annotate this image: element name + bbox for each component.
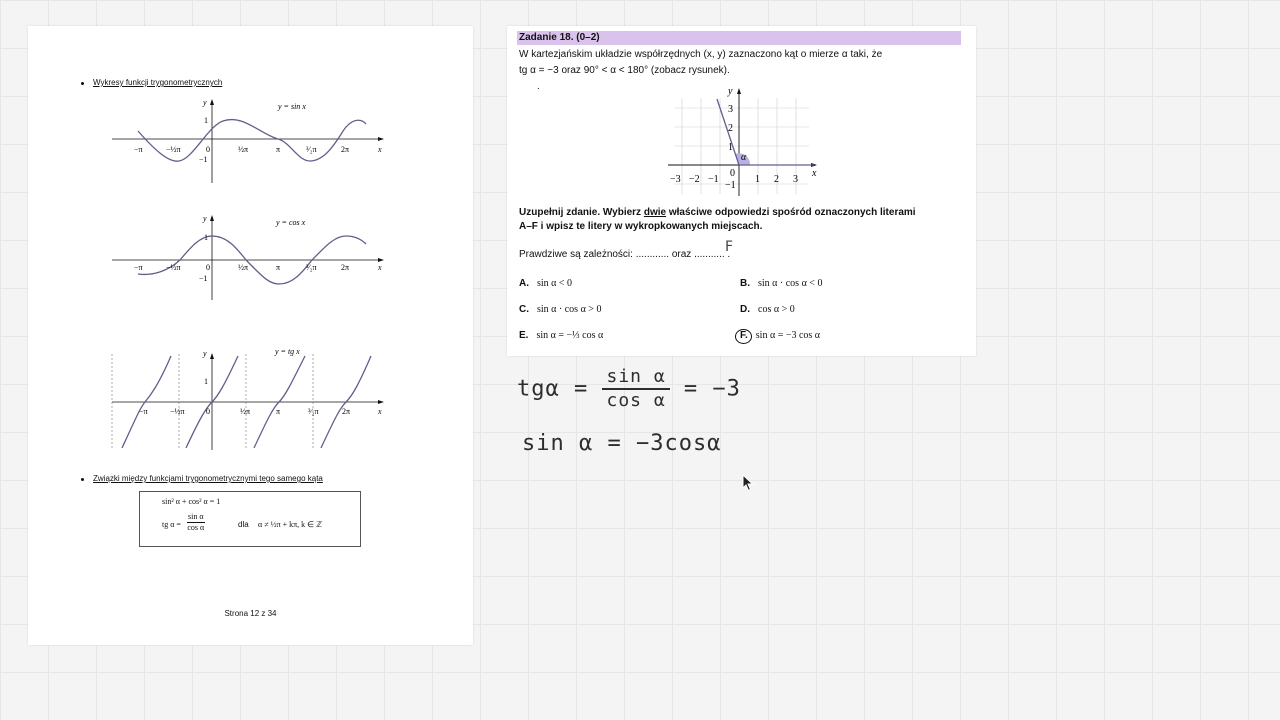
tick-two-pi: 2π bbox=[341, 145, 350, 154]
task-header: Zadanie 18. (0–2) bbox=[517, 31, 961, 45]
answer-e bbox=[519, 330, 603, 341]
answer-letter: C. bbox=[519, 304, 529, 315]
tick-three-half-pi: ³⁄₂π bbox=[306, 263, 317, 272]
bullet bbox=[81, 478, 84, 481]
tick-1: 1 bbox=[204, 377, 208, 386]
fraction-denominator: cos α bbox=[187, 523, 205, 532]
tangent-graph bbox=[112, 347, 384, 450]
trig-graphs bbox=[28, 26, 473, 466]
tick-1: 1 bbox=[204, 233, 208, 242]
tick-neg-half-pi: −½π bbox=[166, 145, 181, 154]
sin-label: y = sin x bbox=[278, 102, 306, 111]
tick-neg-1: −1 bbox=[199, 155, 208, 164]
answer-expression: sin α · cos α < 0 bbox=[758, 278, 823, 289]
y-tick: −1 bbox=[725, 180, 736, 191]
y-tick: 2 bbox=[728, 123, 733, 134]
axis-y-label: y bbox=[203, 349, 207, 358]
page-number: Strona 12 z 34 bbox=[224, 609, 277, 618]
instruction-emphasis: dwie bbox=[643, 207, 667, 218]
answer-letter: E. bbox=[519, 330, 529, 341]
alpha-label: α bbox=[741, 152, 747, 163]
x-tick: 0 bbox=[730, 168, 735, 179]
tick-pi: π bbox=[276, 145, 281, 154]
instruction-text: Uzupełnij zdanie. Wybierz bbox=[519, 207, 644, 218]
answer-expression: sin α · cos α > 0 bbox=[537, 304, 602, 315]
task-card bbox=[507, 26, 976, 356]
x-tick: −2 bbox=[689, 174, 700, 185]
dla-word: dla bbox=[238, 520, 249, 529]
cos-label: y = cos x bbox=[276, 218, 306, 227]
tick-neg-half-pi: −½π bbox=[170, 407, 185, 416]
x-tick: 2 bbox=[774, 174, 779, 185]
answer-b bbox=[740, 278, 822, 289]
tick-half-pi: ½π bbox=[240, 407, 251, 416]
tangent-fraction bbox=[187, 512, 205, 533]
tick-neg-1: −1 bbox=[199, 274, 208, 283]
fill-in-sentence bbox=[519, 249, 730, 260]
instruction-line-2: A–F i wpisz te litery w wykropkowanych miejscach. bbox=[519, 221, 763, 232]
answer-f-circle-mark bbox=[735, 329, 752, 344]
axis-x-label: x bbox=[378, 407, 382, 416]
tick-1: 1 bbox=[204, 116, 208, 125]
x-tick: 1 bbox=[755, 174, 760, 185]
tick-pi: π bbox=[276, 407, 281, 416]
tick-three-half-pi: ³⁄₂π bbox=[308, 407, 319, 416]
mouse-cursor-icon bbox=[742, 474, 754, 492]
fraction-numerator: sin α bbox=[188, 512, 204, 521]
answer-expression: sin α = −3 cos α bbox=[755, 330, 821, 341]
axis-x-label: x bbox=[378, 145, 382, 154]
tick-two-pi: 2π bbox=[341, 263, 350, 272]
tick-two-pi: 2π bbox=[342, 407, 351, 416]
instruction-text: właściwe odpowiedzi spośród oznaczonych literami bbox=[666, 207, 916, 218]
answer-letter: F. bbox=[740, 330, 748, 341]
formula-sheet-page bbox=[28, 26, 473, 645]
tick-pi: π bbox=[276, 263, 281, 272]
section-title-relations: Związki między funkcjami trygonometrycznymi tego samego kąta bbox=[93, 474, 323, 483]
tick-half-pi: ½π bbox=[238, 145, 249, 154]
x-tick: −3 bbox=[670, 174, 681, 185]
domain-condition: α ≠ ½π + kπ, k ∈ ℤ bbox=[258, 520, 323, 529]
handwritten-tg: tgα = bbox=[517, 376, 589, 402]
instruction-line-1 bbox=[519, 207, 916, 218]
answer-letter: D. bbox=[740, 304, 750, 315]
tg-label: y = tg x bbox=[275, 347, 300, 356]
handwritten-line-2: sin α = −3cosα bbox=[522, 431, 722, 456]
tick-zero: 0 bbox=[206, 145, 210, 154]
handwritten-numerator: sin α bbox=[602, 366, 669, 390]
handwritten-fraction bbox=[602, 366, 669, 412]
answer-expression: cos α > 0 bbox=[758, 304, 795, 315]
handwritten-denominator: cos α bbox=[606, 390, 666, 411]
tick-three-half-pi: ³⁄₂π bbox=[306, 145, 317, 154]
x-tick: −1 bbox=[708, 174, 719, 185]
handwritten-line-1 bbox=[517, 366, 741, 412]
stray-dot: . bbox=[537, 81, 540, 92]
answer-letter: B. bbox=[740, 278, 750, 289]
task-text-line-2: tg α = −3 oraz 90° < α < 180° (zobacz rysunek). bbox=[519, 65, 730, 76]
answer-f bbox=[740, 330, 820, 341]
answer-expression: sin α = −⅓ cos α bbox=[536, 330, 604, 341]
tick-neg-half-pi: −½π bbox=[166, 263, 181, 272]
handwritten-answer-f: F bbox=[725, 239, 734, 255]
cosine-graph bbox=[112, 214, 384, 300]
tick-half-pi: ½π bbox=[238, 263, 249, 272]
formula-box bbox=[139, 491, 361, 547]
answer-c bbox=[519, 304, 601, 315]
pythagorean-identity: sin² α + cos² α = 1 bbox=[162, 497, 221, 506]
axis-y-label: y bbox=[203, 98, 207, 107]
axis-x-label: x bbox=[378, 263, 382, 272]
axis-y-label: y bbox=[203, 214, 207, 223]
answer-d bbox=[740, 304, 795, 315]
tangent-definition-lhs: tg α = bbox=[162, 520, 181, 529]
tick-neg-pi: −π bbox=[134, 263, 143, 272]
sine-graph bbox=[112, 98, 384, 183]
fill-in-suffix: ........ . bbox=[702, 249, 731, 260]
task-text-line-1: W kartezjańskim układzie współrzędnych (x, y) zaznaczono kąt o mierze α taki, że bbox=[519, 49, 883, 60]
section-title-graphs: Wykresy funkcji trygonometrycznych bbox=[93, 78, 223, 87]
answer-expression: sin α < 0 bbox=[537, 278, 573, 289]
y-tick: 3 bbox=[728, 104, 733, 115]
fill-in-prefix: Prawdziwe są zależności: ............ oraz ... bbox=[519, 249, 703, 260]
angle-graph bbox=[664, 84, 824, 199]
answer-a bbox=[519, 278, 572, 289]
answer-letter: A. bbox=[519, 278, 529, 289]
tick-neg-pi: −π bbox=[134, 145, 143, 154]
tick-zero: 0 bbox=[206, 263, 210, 272]
tick-neg-pi: −π bbox=[139, 407, 148, 416]
handwritten-rhs: = −3 bbox=[683, 376, 741, 402]
y-axis-label: y bbox=[728, 86, 733, 97]
tick-zero: 0 bbox=[206, 407, 210, 416]
y-tick: 1 bbox=[728, 142, 733, 153]
x-axis-label: x bbox=[812, 168, 817, 179]
x-tick: 3 bbox=[793, 174, 798, 185]
